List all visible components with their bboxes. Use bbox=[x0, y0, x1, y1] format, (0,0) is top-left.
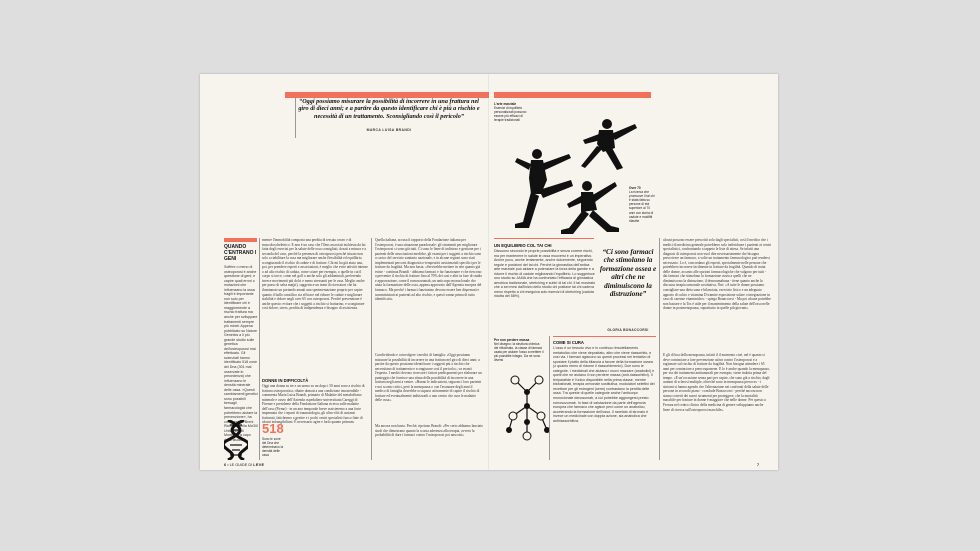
figure-caption-right bbox=[629, 186, 655, 223]
section-body: Dissuono secondo le proprie possibilità e senza correre rischi, ma per mantenere in salute le ossa muoversi è un imperativo. Anche poco, anche lentamente, anche dolcemente, seguendo regole e posizioni del tai chi. Perché la ginnastica dell'antica arte marziale può aiutare a potenziare la forza della gambe e a ridurre il rischio di cadute migliorando l'equilibrio. Lo suggerisce uno studio su JAMA che ha confrontato l'efficacia di ginnastica aerobica tradizionale, stretching e subiri di tai chi. Il tai mostrato che a sei mesi dall'inizio dello studio chi pratiave tai chi cadeva meno rispetto a chi eseguiva solo esercizi di stretching (caduta ridotta del 58%). bbox=[494, 249, 596, 299]
section-rule bbox=[553, 336, 656, 337]
article-paragraph: mentre l'immobilità comporta una perdita di tessuto osseo e di muscoloscheletrico. E non è un caso che l'Oms associati inchiesta da lui fatta degli esercizi per la salute delle ossa consigliati, dosati a misura e a seconda del caso, perché la presenza di osteoporosi perché situato non solo a riabilitare la ossa ma migliorare anche flessibilità ed equilibrio, scongiurando il rischio di cadute e di fratture. Chi mi ha già aiuto una, poi, per prendere esperti e associazioni, è meglio che evite attività intense o ad alto rischio di caduta, come sciare per esempio, o quelle in cui il corpo si torce, come nel golf o anche solo gli addominali, preferendo invece movimenti più dolci e meno stressanti per le ossa. Meglio anche per passo di salsa ma(pi), suggerisce un team di ricercatori che ha ilumiunato un portando anuati una sperimentazione proprio per capire quanto il ballo caratilico sia efficace nel ridurre le cadute e migliorare stabilità e dolore negli over 65 con osteoporosi. Perché prevenzione è anche questo: evitare che i soggetti a rischio si fratturino, e scongiurare così dolore, stress, perdita di indipendenza e bisogno di assistenza. bbox=[262, 238, 368, 311]
molecule-callout bbox=[494, 338, 544, 363]
sidebar-accent-bar bbox=[224, 238, 257, 242]
right-page bbox=[489, 74, 778, 470]
stat-number: 518 bbox=[262, 421, 284, 436]
sidebar-title: QUANDO C'ENTRANO I GENI bbox=[224, 244, 257, 262]
column-rule bbox=[295, 98, 296, 138]
article-column-3 bbox=[375, 238, 483, 454]
article-paragraph: Oggi una donna su tre e un uomo su un dopo i 50 anni sono a rischio di frattura osteoporotica, ribatte domati a una condizione insostenibile - commenta Maria Luisa Brandi, primario di Malattie del metabolismo minerale e osseo dell'Azienda ospedaliero-universitaria Careggi di Firenze e presidente della Fondazione Italiana ricerca sulle malattie dell'osso (Firmo) - in un ano temporale breve assisteremo a una forte impennata che i reparti di traumatologia, gli ultra-cliii di assiansi fratturati, fatichermo a gestire e i pochi centri specialisti fuoco fiate di alcuni infrangibilioni. È necessario agire e farlo quanto primum. bbox=[262, 384, 365, 425]
article-column-right bbox=[663, 238, 771, 457]
article-column-2 bbox=[262, 238, 369, 464]
pull-quote-author: GLORIA BONACCORSI bbox=[607, 328, 649, 332]
article-paragraph: Quella italiana, accusa il rapporto della Fondazione italiana per l'osteoporosi, è una situazione paradossale: gli strumenti per migliorare l'osteoporosi ci sono già tutti. Ci sono le linee di indirizzo e gestione per i pazienti delle associazioni mediche, gli esami per i soggetti a rischio sono a carico del servizio sanitario nazionale, e in alcune regioni sono stati implementati percorsi diagnostico-terapeutici assistenziali specifici per le fratture da fragilità. Ma non basta. «Servirebbe mettere in rete quanto già esiste - continua Brandi - abbiamo farmaci e far funzionare e che riescono a prevenire il rischio di fratture fino al 70% dei casi e altri in fase di studio e approvazione, come il romosozumab, un anticorpo monoclonale che aiuta la formazione delle ossa, appena approvato dall'Agenzia europea del farmaco. Ma perché i farmaci funzionino devono essere ben dispensati e somministrati ai pazienti ad alto rischio, e questi vanno prima di tutto identificati». bbox=[375, 238, 483, 302]
left-folio bbox=[224, 463, 264, 467]
page-number: 6 bbox=[224, 463, 227, 467]
column-rule bbox=[549, 336, 550, 460]
caption-title: Over 70 bbox=[629, 186, 641, 190]
column-rule bbox=[371, 238, 372, 460]
column-rule bbox=[259, 238, 260, 460]
pull-quote: “Oggi possiamo misurare la possibilità di incorrere in una frattura nel giro di dieci anni; e a partire da questo identificare chi è più a rischio e necessità di un trattamento. Sconsigliando così il pericolo” bbox=[298, 98, 480, 120]
right-folio bbox=[757, 463, 759, 467]
accent-bar-top bbox=[494, 92, 651, 98]
page-number: 7 bbox=[757, 463, 760, 467]
section-body: L'osso è un tessuto vivo e in continuo rimodellamento metabolico che viene depositato, altro che viene riassorbito, e così via. I farmaci agiscono su questi processi nel tentativo di spostare il piatto della bilancia a favore della formazione ossea (o quanto meno di ridurne il riassorbimento). Due sono le categorie. I medicinali che aiutano i nuovi mazzare (anabolici) e quelli che ne aiutano il non perdere massa (anti-riassorbitivi). Il teriparatide è l'unico disponibile nella prima classe, mentre bisfosfonati, terapia ormonale sostitutiva, modulatori selettivi del recettore per gli estrogeni (serm) contrastano la perdita delle ossa. Tra queste di quelle categorie anche l'anticorpo monoclonale denosumab, a cui potrebbe aggiungersi presto romosozumab. In fase di valutazione da parte dell'agenzia europea che farmaco che agisce però come un anabolico, accelerando la formazione dell'osso. Il ranelato di stronzio è invece un medicinale con doppia azione, sia anabolica che antiriassorbitiva. bbox=[553, 346, 655, 423]
pull-quote-author: MARCA LUISA BRANDI bbox=[366, 128, 412, 132]
callout-text: Nel disegno: la struttura chimica del ritfudinato, la classe di farmaci usata per aiutare l'osso a mettere il più possibile intagro. Da ne sono diversi bbox=[494, 342, 544, 363]
tai-chi-figures-icon bbox=[511, 110, 643, 236]
caption-text: La ricerca che promuove il tai chi è stata fatta su persone di età superiore ai 70 anni con storia di cadute e modifiti rilasthe bbox=[629, 190, 655, 223]
column-rule bbox=[659, 238, 660, 460]
caption-title: L'arte marziale bbox=[494, 102, 517, 106]
article-paragraph: alcuni possono essere prescritti solo dagli specialisti, così il medico che i medici di medicina generale potrebbero solo individuare i pazienti ai centri specialistici, confrontando a tappeto le liste di attesa. Se infatti una diagnosi di osteoporosi non vuol dire necessariamente che bisogna prescrivere un farmaco, a volte un trattamento farmacologico può rendersi necessario. Lo è, concordano gli esperti, specialmente nelle persone che potrebbero incorrere facilmente in fratture da fragilità. Quando di tratta delle donne, accanto alle opzioni farmacologiche che valgono per tutti - dai farmaci che stimolano la formazione ossea a quelli che ne diminuiscono la distruzione, il denosumabuna - tiene quanto anche la discussa terapia ormonale sostitutiva, l'hrt: «A tutte le donne possiamo consigliare una dieta sana e bilanciata, esercizio fisico e un adeguato apporto di calcio e vitamina D tramite esposizione solare o integrazione in caso di carenze vitaminiche» - spiega Bonaccorsi - Ma poi alcune potrebbe non bastare e la Tos è utile per il mantenimento della salute dell'osso nelle donne in postmenopausa, soprattutto in quelle più giovani». bbox=[663, 238, 771, 311]
folio-text: • LE GUIDE DI bbox=[227, 463, 254, 467]
section-rule bbox=[494, 238, 594, 239]
stat-text: Sono le zone del Dna che determinano la densità delle ossa bbox=[262, 437, 284, 458]
folio-brand: LEVE bbox=[253, 463, 265, 467]
pull-quote: “Ci sono farmaci che stimolano la formazione ossea e altri che ne diminuiscono la distruzione” bbox=[599, 248, 657, 299]
article-subhead: DONNE IN DIFFICOLTÀ bbox=[262, 378, 309, 383]
article-paragraph: E gli di boa della menopausa, infatti il il momento cioè, nel è quanto si deve cominciare a fare prevenzione attiva contro l'osteoporosi e a ragionare sul rischio di fratture da fragilità. Non bisogna attendere i 65 anni per cominciare a preoccuparsene. E lo è anche quando la menopausa, per via dei trattamenti antitumorali per esempio, viene indotta prima del tempo. «E un'occasione senza pari per capire, che sono già a rischio, dagli uomini di sclerosi multiple, oltreché sono in menopausa precoce» - i sintomi si hanno agendo che l'alternazione nei confronti della salute delle persone in secondo piano - conclude Bonaccorsi - perché ancora non siamo corretti dei nuovi strumenti per proteggere, che la mortalità maschile per fratture in donne è maggiore che nelle donne. Per questo a Ferrara nel centro clinico della medicina di genere sviluppiamo anche linee di ricerca sull'osteoporosi maschile». bbox=[663, 353, 770, 412]
dna-helix-icon bbox=[224, 420, 248, 460]
article-paragraph: Ma ancora non basta. Perché, ripetono Brandi: «Per certo abbiamo lanciato studi che dimostrano quanto la scarsa aderenza alla terapia, ovvero la probabilità di dare i farmaci contro l'osteoporosi poi nascosti» bbox=[375, 424, 483, 438]
callout-title: Per non perdere massa bbox=[494, 338, 530, 342]
genes-sidebar bbox=[224, 244, 258, 441]
left-page bbox=[200, 74, 489, 470]
section-title: COME SI CURA bbox=[553, 340, 584, 345]
sidebar-body: Soffrire o meno di osteoporosi è anche questione di geni; e capire quali errori o mutazioni che influenzano la ossa fragili è importante non solo per identificare chi è maggiormente a rischio frattura ma anche per sviluppare trattamenti sempre più mirati. Appena pubblicato su Nature Genetics a il più grande studio sulle genetica dell'osteoporosi mai effettuato. Gli scienziati hanno identificato 518 zone del Dna (301 mai osservate in precedenza) che influenzano le densità minerale delle ossa. «Questi cambiamenti genetici sono possibili bersagli farmacologici che potrebbero aiutare la prevenzione», ha commentato Brent Richards della McGill University di Montréal, a capo dello studio. bbox=[224, 265, 258, 441]
section-title: UN EQUILIBRIO COL TAI CHI bbox=[494, 243, 552, 248]
article-paragraph: Condividendo e coinvolgere i medici di famiglia: «Oggi possiamo misurare la possibilità di incorrere in una frattura nel giro di dieci anni; a partire da questo possiamo identificare i soggetti più a rischio che necessitano di trattamento e scongiurare così il pericolo», va avanti l'esperta. I medici devono ricercare i fattori predisponenti per elaborare un punteggio che fornisce una stima della possibilità di incorrere in una frattura negli anni a venire. «Hanno le indicazioni, seguono i loro pazienti e noi sconto critici, però la menopausa o con l'avanzare degli anni il medico di famiglia dovrebbe occuparsi attivamente di capire il rischio di fratture ed eventualmente indirizzarli a uno centro che cura le malattie delle ossa». bbox=[375, 353, 482, 403]
magazine-spread bbox=[200, 74, 778, 470]
cure-section bbox=[553, 338, 656, 458]
caption-text: Esercizi di equilibrio personalizzati possono essere più efficaci di terapie tradizionali bbox=[494, 106, 527, 123]
tai-chi-section bbox=[494, 241, 596, 331]
